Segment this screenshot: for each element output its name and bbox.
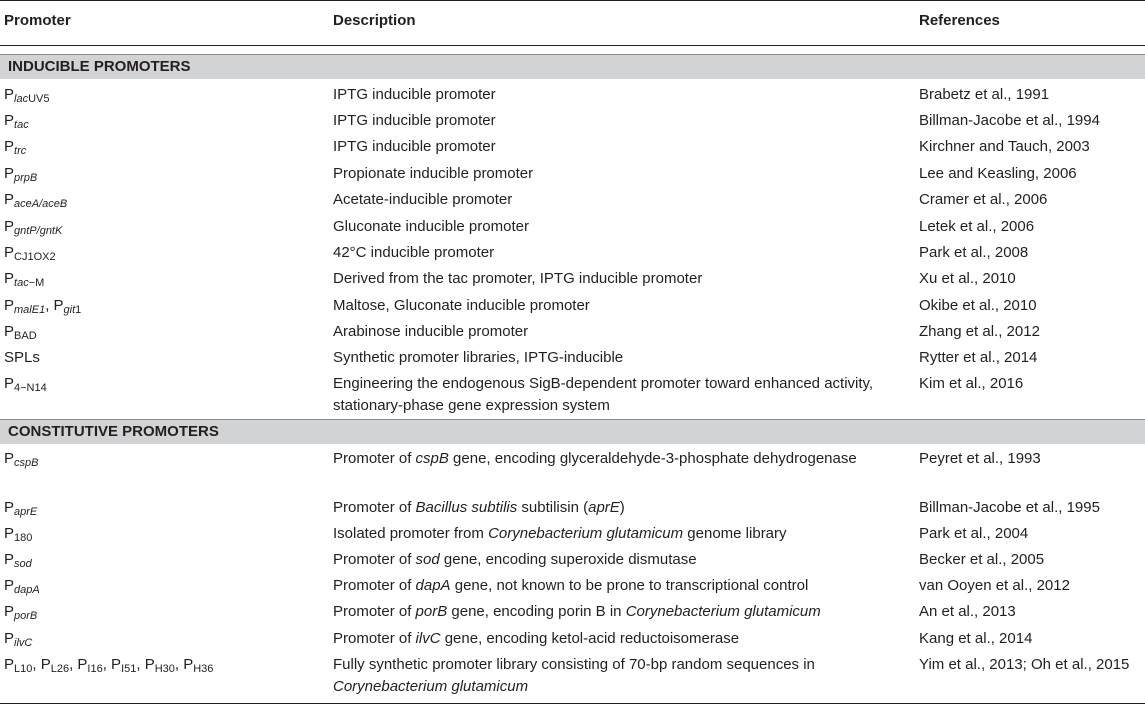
promoter-cell: $P_{aprE}$ bbox=[4, 499, 38, 518]
table-top-rule bbox=[0, 0, 1145, 1]
description-cell: Derived from the tac promoter, IPTG inducible promoter bbox=[333, 270, 703, 287]
promoter-cell: $P_{BAD}$ bbox=[4, 323, 37, 342]
description-cell: Promoter of porB gene, encoding porin B in Corynebacterium glutamicum bbox=[333, 603, 821, 620]
promoter-cell: $P_{aceA/aceB}$ bbox=[4, 191, 68, 210]
description-cell: IPTG inducible promoter bbox=[333, 112, 496, 129]
table-header-rule bbox=[0, 45, 1145, 46]
header-references: References bbox=[919, 12, 1000, 29]
description-cell: 42°C inducible promoter bbox=[333, 244, 495, 261]
description-cell: Synthetic promoter libraries, IPTG-inducible bbox=[333, 349, 624, 366]
section-header bbox=[0, 420, 1145, 444]
reference-cell: Rytter et al., 2014 bbox=[919, 349, 1038, 366]
description-cell: Promoter of cspB gene, encoding glyceraldehyde-3-phosphate dehydrogenase bbox=[333, 450, 857, 467]
reference-cell: Billman-Jacobe et al., 1994 bbox=[919, 112, 1100, 129]
promoter-cell: SPLs bbox=[4, 349, 40, 366]
reference-cell: Cramer et al., 2006 bbox=[919, 191, 1048, 208]
reference-cell: Lee and Keasling, 2006 bbox=[919, 165, 1077, 182]
reference-cell: Okibe et al., 2010 bbox=[919, 297, 1037, 314]
description-cell: Gluconate inducible promoter bbox=[333, 218, 529, 235]
reference-cell: Zhang et al., 2012 bbox=[919, 323, 1040, 340]
reference-cell: Letek et al., 2006 bbox=[919, 218, 1035, 235]
reference-cell: van Ooyen et al., 2012 bbox=[919, 577, 1070, 594]
promoter-cell: $P_{porB}$ bbox=[4, 603, 38, 622]
description-cell: Promoter of ilvC gene, encoding ketol-acid reductoisomerase bbox=[333, 630, 740, 647]
header-promoter: Promoter bbox=[4, 12, 71, 29]
reference-cell: Kim et al., 2016 bbox=[919, 375, 1024, 392]
promoter-cell: $P_{trc}$ bbox=[4, 138, 27, 157]
section-title: INDUCIBLE PROMOTERS bbox=[8, 58, 191, 75]
description-cell: Isolated promoter from Corynebacterium glutamicum genome library bbox=[333, 525, 787, 542]
description-cell: Fully synthetic promoter library consisting of 70-bp random sequences in Corynebacterium glutamicum bbox=[333, 656, 815, 695]
description-cell: IPTG inducible promoter bbox=[333, 86, 496, 103]
reference-cell: Brabetz et al., 1991 bbox=[919, 86, 1050, 103]
promoter-cell: $P_{dapA}$ bbox=[4, 577, 40, 596]
promoter-cell: $P_{prpB}$ bbox=[4, 165, 38, 184]
promoter-cell: $P_{180}$ bbox=[4, 525, 33, 544]
promoter-cell: $P_{L10}$, $P_{L26}$, $P_{I16}$, $P_{I51}$, $P_{H30}$, $P_{H36}$ bbox=[4, 656, 214, 675]
promoter-cell: $P_{sod}$ bbox=[4, 551, 32, 570]
header-description: Description bbox=[333, 12, 416, 29]
description-cell: Promoter of dapA gene, not known to be prone to transcriptional control bbox=[333, 577, 809, 594]
promoter-cell: $P_{tac-M}$ bbox=[4, 270, 45, 289]
reference-cell: Kirchner and Tauch, 2003 bbox=[919, 138, 1090, 155]
promoter-cell: $P_{ilvC}$ bbox=[4, 630, 33, 649]
description-cell: Maltose, Gluconate inducible promoter bbox=[333, 297, 590, 314]
reference-cell: Yim et al., 2013; Oh et al., 2015 bbox=[919, 656, 1130, 673]
description-cell: Promoter of sod gene, encoding superoxide dismutase bbox=[333, 551, 697, 568]
promoter-cell: $P_{4-N14}$ bbox=[4, 375, 47, 394]
reference-cell: Park et al., 2008 bbox=[919, 244, 1029, 261]
promoter-cell: $P_{malE1}$, $P_{git1}$ bbox=[4, 297, 82, 316]
description-cell: Promoter of Bacillus subtilis subtilisin (aprE) bbox=[333, 499, 625, 516]
description-cell: Engineering the endogenous SigB-dependent promoter toward enhanced activity, stationary-phase gene expression system bbox=[333, 375, 874, 414]
reference-cell: Xu et al., 2010 bbox=[919, 270, 1016, 287]
table-bottom-rule bbox=[0, 703, 1145, 704]
reference-cell: Billman-Jacobe et al., 1995 bbox=[919, 499, 1100, 516]
promoter-cell: $P_{cspB}$ bbox=[4, 450, 39, 469]
description-cell: Arabinose inducible promoter bbox=[333, 323, 529, 340]
promoter-cell: $P_{gntP/gntK}$ bbox=[4, 218, 63, 237]
reference-cell: An et al., 2013 bbox=[919, 603, 1016, 620]
promoter-cell: $P_{CJ1OX2}$ bbox=[4, 244, 56, 263]
section-title: CONSTITUTIVE PROMOTERS bbox=[8, 423, 219, 440]
description-cell: Propionate inducible promoter bbox=[333, 165, 534, 182]
table-header-row bbox=[0, 10, 1145, 40]
description-cell: IPTG inducible promoter bbox=[333, 138, 496, 155]
reference-cell: Kang et al., 2014 bbox=[919, 630, 1033, 647]
description-cell: Acetate-inducible promoter bbox=[333, 191, 513, 208]
promoter-cell: $P_{lacUV5}$ bbox=[4, 86, 50, 105]
reference-cell: Peyret et al., 1993 bbox=[919, 450, 1041, 467]
reference-cell: Park et al., 2004 bbox=[919, 525, 1029, 542]
reference-cell: Becker et al., 2005 bbox=[919, 551, 1045, 568]
promoter-cell: $P_{tac}$ bbox=[4, 112, 29, 131]
section-header bbox=[0, 55, 1145, 79]
